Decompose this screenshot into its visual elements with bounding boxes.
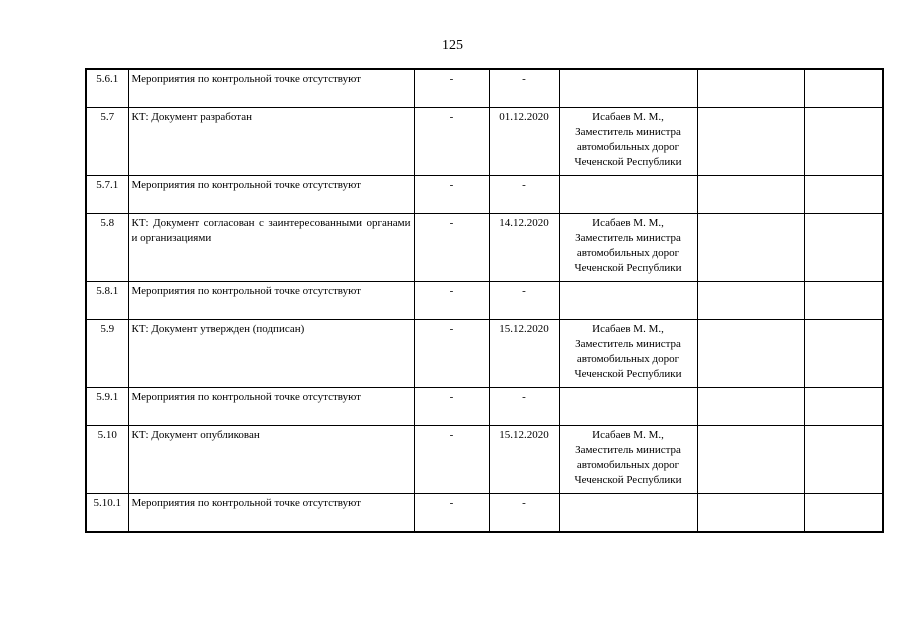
table-row bbox=[86, 388, 883, 426]
row-col6 bbox=[697, 282, 804, 320]
row-date: - bbox=[489, 388, 559, 426]
table-row bbox=[86, 69, 883, 108]
row-number: 5.9 bbox=[86, 320, 128, 388]
table-row bbox=[86, 108, 883, 176]
row-col7 bbox=[804, 69, 883, 108]
row-col7 bbox=[804, 426, 883, 494]
table-row bbox=[86, 320, 883, 388]
row-number: 5.6.1 bbox=[86, 69, 128, 108]
row-date: 15.12.2020 bbox=[489, 426, 559, 494]
table-row bbox=[86, 494, 883, 533]
row-date: - bbox=[489, 494, 559, 533]
row-col6 bbox=[697, 320, 804, 388]
table-row bbox=[86, 426, 883, 494]
row-start: - bbox=[414, 214, 489, 282]
row-number: 5.8.1 bbox=[86, 282, 128, 320]
row-col7 bbox=[804, 108, 883, 176]
row-number: 5.7.1 bbox=[86, 176, 128, 214]
row-date: - bbox=[489, 176, 559, 214]
row-responsible: Исабаев М. М., Заместитель министра автомобильных дорог Чеченской Республики bbox=[559, 426, 697, 494]
row-col7 bbox=[804, 176, 883, 214]
row-name: Мероприятия по контрольной точке отсутствуют bbox=[128, 388, 414, 426]
row-col7 bbox=[804, 320, 883, 388]
row-col6 bbox=[697, 108, 804, 176]
row-responsible bbox=[559, 69, 697, 108]
row-col6 bbox=[697, 426, 804, 494]
row-responsible: Исабаев М. М., Заместитель министра автомобильных дорог Чеченской Республики bbox=[559, 108, 697, 176]
row-date: - bbox=[489, 282, 559, 320]
row-date: - bbox=[489, 69, 559, 108]
row-name: Мероприятия по контрольной точке отсутствуют bbox=[128, 176, 414, 214]
row-start: - bbox=[414, 176, 489, 214]
row-col6 bbox=[697, 176, 804, 214]
row-start: - bbox=[414, 320, 489, 388]
row-name: КТ: Документ утвержден (подписан) bbox=[128, 320, 414, 388]
row-col7 bbox=[804, 494, 883, 533]
row-number: 5.9.1 bbox=[86, 388, 128, 426]
row-name: КТ: Документ согласован с заинтересованными органами и организациями bbox=[128, 214, 414, 282]
row-col7 bbox=[804, 282, 883, 320]
row-date: 01.12.2020 bbox=[489, 108, 559, 176]
row-responsible bbox=[559, 388, 697, 426]
row-start: - bbox=[414, 388, 489, 426]
row-date: 14.12.2020 bbox=[489, 214, 559, 282]
table-row bbox=[86, 176, 883, 214]
row-responsible bbox=[559, 494, 697, 533]
row-start: - bbox=[414, 69, 489, 108]
page-number: 125 bbox=[442, 38, 463, 53]
row-col7 bbox=[804, 214, 883, 282]
row-name: КТ: Документ опубликован bbox=[128, 426, 414, 494]
row-col6 bbox=[697, 214, 804, 282]
table-row bbox=[86, 282, 883, 320]
row-name: Мероприятия по контрольной точке отсутствуют bbox=[128, 494, 414, 533]
control-points-table bbox=[85, 68, 884, 533]
row-number: 5.7 bbox=[86, 108, 128, 176]
row-responsible bbox=[559, 176, 697, 214]
row-number: 5.10.1 bbox=[86, 494, 128, 533]
row-responsible: Исабаев М. М., Заместитель министра автомобильных дорог Чеченской Республики bbox=[559, 214, 697, 282]
table-row bbox=[86, 214, 883, 282]
row-col6 bbox=[697, 69, 804, 108]
row-name: Мероприятия по контрольной точке отсутствуют bbox=[128, 282, 414, 320]
row-col7 bbox=[804, 388, 883, 426]
row-responsible: Исабаев М. М., Заместитель министра автомобильных дорог Чеченской Республики bbox=[559, 320, 697, 388]
row-name: КТ: Документ разработан bbox=[128, 108, 414, 176]
row-start: - bbox=[414, 494, 489, 533]
row-start: - bbox=[414, 426, 489, 494]
row-date: 15.12.2020 bbox=[489, 320, 559, 388]
row-name: Мероприятия по контрольной точке отсутствуют bbox=[128, 69, 414, 108]
row-start: - bbox=[414, 108, 489, 176]
row-number: 5.8 bbox=[86, 214, 128, 282]
row-col6 bbox=[697, 388, 804, 426]
row-number: 5.10 bbox=[86, 426, 128, 494]
table-body bbox=[86, 69, 883, 532]
row-responsible bbox=[559, 282, 697, 320]
row-col6 bbox=[697, 494, 804, 533]
row-start: - bbox=[414, 282, 489, 320]
